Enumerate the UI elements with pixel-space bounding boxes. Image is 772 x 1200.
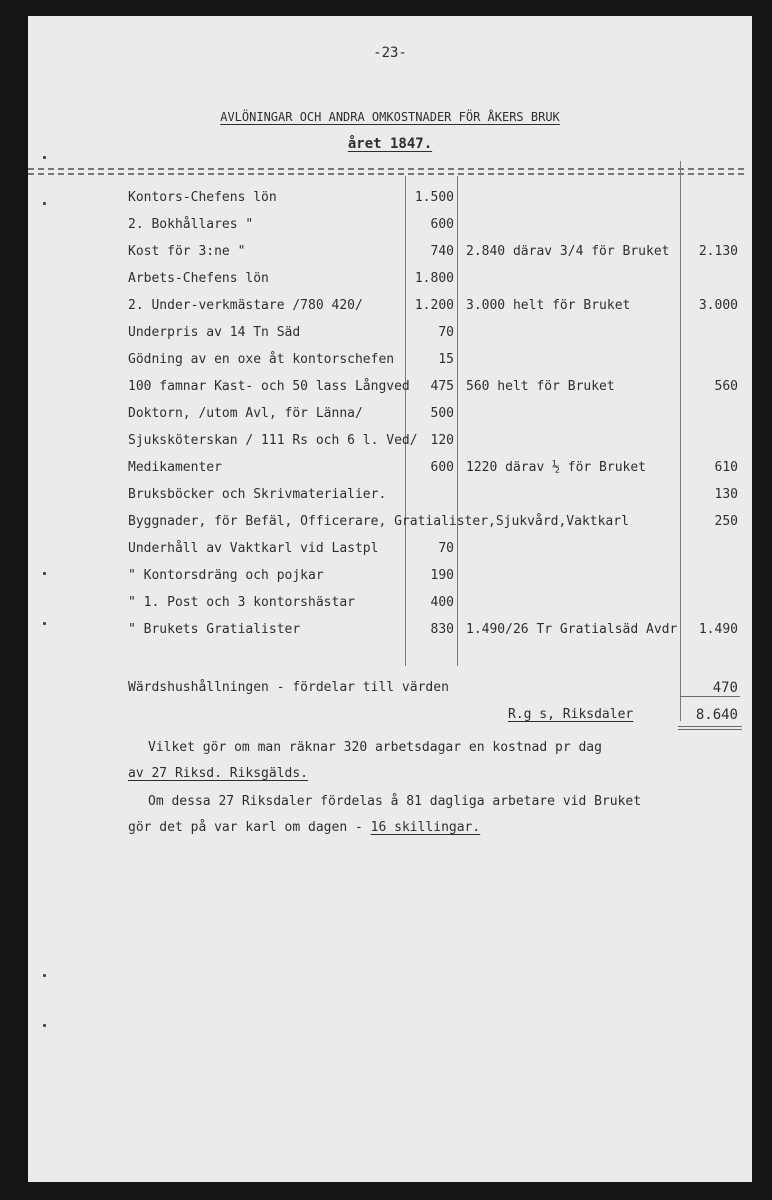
- row-amount: 70: [438, 325, 454, 340]
- sum-double-rule-2: [678, 729, 742, 730]
- margin-mark: [43, 156, 46, 159]
- row-label: Underhåll av Vaktkarl vid Lastpl: [128, 541, 379, 556]
- row-amount: 70: [438, 541, 454, 556]
- total-underline: [680, 696, 740, 697]
- sum-double-rule-1: [678, 726, 742, 727]
- row-label: Kost för 3:ne ": [128, 244, 246, 259]
- row-total: 1.490: [698, 622, 738, 637]
- margin-mark: [43, 202, 46, 205]
- row-note: 2.840 därav 3/4 för Bruket: [466, 244, 670, 259]
- row-note: 1220 därav ½ för Bruket: [466, 460, 647, 475]
- sum-label: R.g s, Riksdaler: [508, 707, 634, 722]
- row-amount: 740: [430, 244, 454, 259]
- wardshus-total: 470: [712, 680, 738, 696]
- row-amount: 600: [430, 460, 454, 475]
- row-amount: 600: [430, 217, 454, 232]
- paragraph-2-emphasis: 16 skillingar.: [370, 820, 481, 835]
- document-page: [28, 16, 752, 1182]
- row-amount: 475: [430, 379, 454, 394]
- row-amount: 1.200: [414, 298, 454, 313]
- paragraph-2-line-1: Om dessa 27 Riksdaler fördelas å 81 dagliga arbetare vid Bruket: [148, 794, 642, 809]
- margin-mark: [43, 1024, 46, 1027]
- margin-mark: [43, 622, 46, 625]
- row-label: Bruksböcker och Skrivmaterialier.: [128, 487, 387, 502]
- row-note: 3.000 helt för Bruket: [466, 298, 631, 313]
- document-title: AVLÖNINGAR OCH ANDRA OMKOSTNADER FÖR ÅKERS BRUK: [220, 110, 560, 124]
- row-amount: 400: [430, 595, 454, 610]
- row-label: Arbets-Chefens lön: [128, 271, 269, 286]
- row-amount: 120: [430, 433, 454, 448]
- header-rule-bottom: [28, 173, 744, 175]
- row-amount: 500: [430, 406, 454, 421]
- row-label: Underpris av 14 Tn Säd: [128, 325, 301, 340]
- paragraph-1-line-1: Vilket gör om man räknar 320 arbetsdagar en kostnad pr dag: [148, 740, 602, 755]
- row-amount: 190: [430, 568, 454, 583]
- row-label: 100 famnar Kast- och 50 lass Långved: [128, 379, 410, 394]
- sum-total: 8.640: [695, 707, 738, 723]
- row-amount: 15: [438, 352, 454, 367]
- row-total: 2.130: [698, 244, 738, 259]
- paragraph-2-prefix: gör det på var karl om dagen -: [128, 820, 371, 835]
- row-amount: 1.800: [414, 271, 454, 286]
- row-total: 560: [714, 379, 738, 394]
- row-amount: 1.500: [414, 190, 454, 205]
- page-number: -23-: [373, 45, 407, 61]
- row-label: 2. Bokhållares ": [128, 217, 254, 232]
- row-label: Byggnader, för Befäl, Officerare, Gratialister,Sjukvård,Vaktkarl: [128, 514, 629, 529]
- document-year: året 1847.: [347, 136, 433, 152]
- margin-mark: [43, 572, 46, 575]
- row-label: " 1. Post och 3 kontorshästar: [128, 595, 355, 610]
- margin-mark: [43, 974, 46, 977]
- wardshus-label: Wärdshushållningen - fördelar till värden: [128, 680, 449, 695]
- amount-column-left-rule: [405, 176, 406, 666]
- row-total: 610: [714, 460, 738, 475]
- paragraph-2-line-2: [128, 820, 480, 836]
- paragraph-1-line-2: av 27 Riksd. Riksgälds.: [128, 766, 309, 781]
- row-label: " Brukets Gratialister: [128, 622, 301, 637]
- amount-column-right-rule: [457, 176, 458, 666]
- row-label: Medikamenter: [128, 460, 222, 475]
- row-label: Sjuksköterskan / 111 Rs och 6 l. Ved/: [128, 433, 418, 448]
- row-label: Kontors-Chefens lön: [128, 190, 277, 205]
- row-note: 560 helt för Bruket: [466, 379, 615, 394]
- row-label: " Kontorsdräng och pojkar: [128, 568, 324, 583]
- header-rule-top: [28, 168, 744, 170]
- row-amount: 830: [430, 622, 454, 637]
- row-label: Doktorn, /utom Avl, för Länna/: [128, 406, 363, 421]
- row-total: 130: [714, 487, 738, 502]
- row-total: 250: [714, 514, 738, 529]
- row-label: 2. Under-verkmästare /780 420/: [128, 298, 363, 313]
- row-total: 3.000: [698, 298, 738, 313]
- row-label: Gödning av en oxe åt kontorschefen: [128, 352, 395, 367]
- row-note: 1.490/26 Tr Gratialsäd Avdr: [466, 622, 678, 637]
